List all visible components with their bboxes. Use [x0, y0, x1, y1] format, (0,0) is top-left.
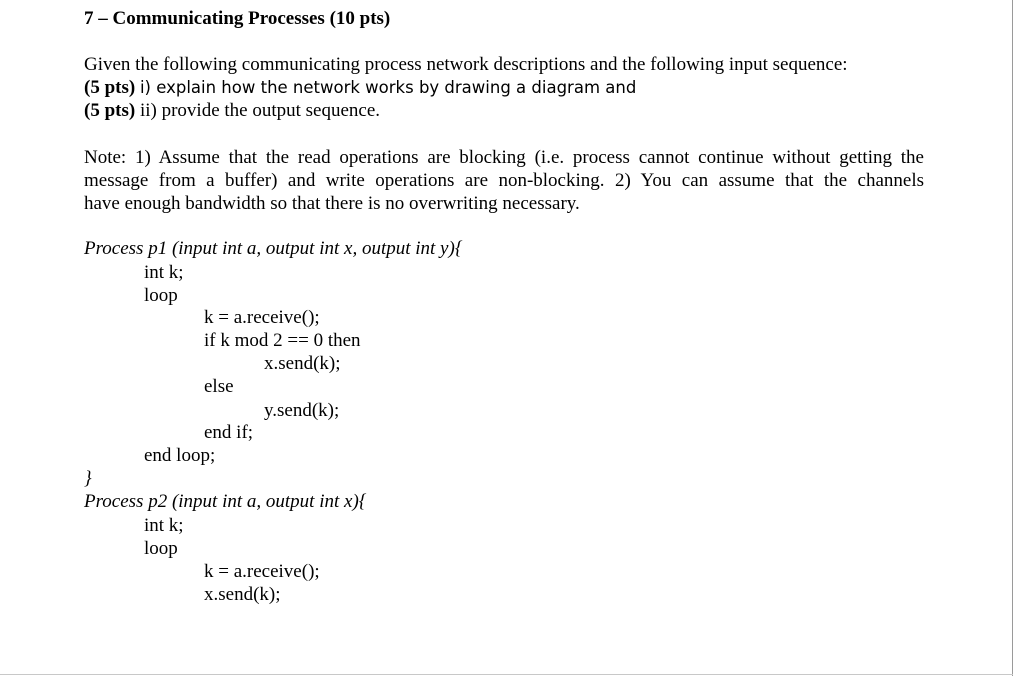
p1-loop: loop	[144, 285, 178, 306]
page-border-bottom	[0, 674, 1013, 675]
item-1-points: (5 pts)	[84, 77, 136, 98]
item-2	[84, 100, 380, 122]
p1-endif: end if;	[204, 422, 254, 443]
p1-close-brace: }	[84, 468, 92, 489]
p2-send-x: x.send(k);	[204, 584, 281, 605]
note-line-2: message from a buffer) and write operations are non-blocking. 2) You can assume that the channels	[84, 170, 924, 191]
p1-send-x: x.send(k);	[264, 353, 341, 374]
note-line-3: have enough bandwidth so that there is no overwriting necessary.	[84, 193, 580, 214]
p1-receive: k = a.receive();	[204, 307, 320, 328]
p1-endloop: end loop;	[144, 445, 216, 466]
p1-send-y: y.send(k);	[264, 400, 340, 421]
p1-else: else	[204, 376, 234, 397]
item-1-text: i) explain how the network works by drawing a diagram and	[139, 78, 637, 97]
item-2-text: ii) provide the output sequence.	[139, 100, 381, 121]
note-line-1: Note: 1) Assume that the read operations are blocking (i.e. process cannot continue without getting the	[84, 147, 924, 168]
p1-signature: Process p1 (input int a, output int x, output int y){	[84, 238, 463, 259]
p2-decl: int k;	[144, 515, 184, 536]
p2-signature: Process p2 (input int a, output int x){	[84, 491, 367, 512]
page-border-right	[1012, 0, 1013, 676]
item-1	[84, 77, 636, 99]
intro-text: Given the following communicating process network descriptions and the following input sequence:	[84, 54, 848, 75]
p2-receive: k = a.receive();	[204, 561, 320, 582]
p2-loop: loop	[144, 538, 178, 559]
p1-decl: int k;	[144, 262, 184, 283]
question-title: 7 – Communicating Processes (10 pts)	[84, 8, 391, 29]
item-2-points: (5 pts)	[84, 100, 136, 121]
p1-if: if k mod 2 == 0 then	[204, 330, 361, 351]
